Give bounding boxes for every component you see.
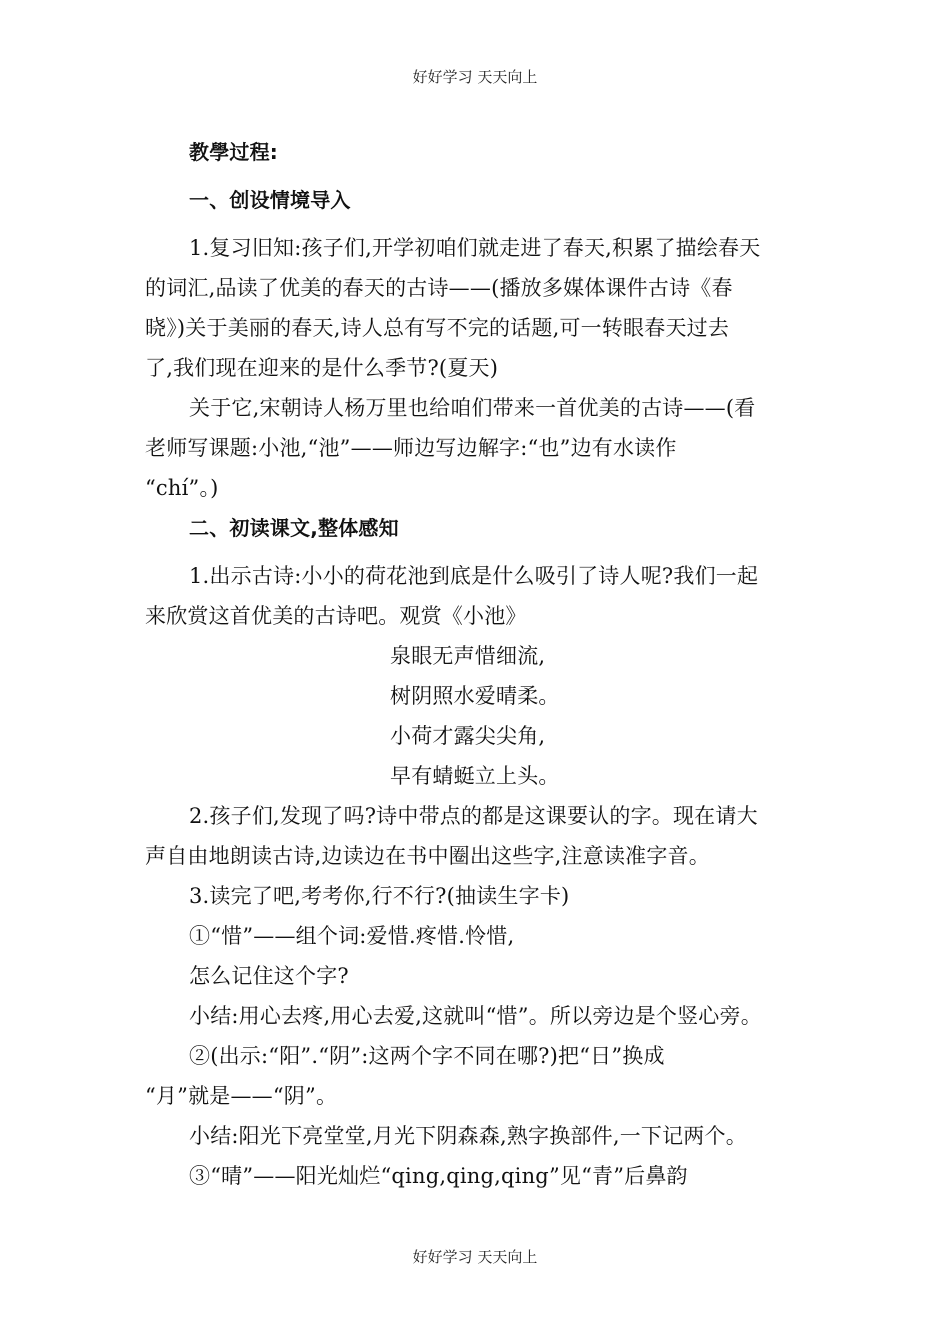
paragraph-line: 1.出示古诗:小小的荷花池到底是什么吸引了诗人呢?我们一起 (189, 564, 759, 588)
poem-line: 泉眼无声惜细流, (390, 644, 546, 668)
poem-line: 树阴照水爱晴柔。 (390, 684, 560, 708)
section-title-teaching-process: 教學过程: (189, 140, 278, 164)
paragraph-line: 声自由地朗读古诗,边读边在书中圈出这些字,注意读准字音。 (145, 844, 710, 868)
paragraph-line: “chí”。) (145, 476, 219, 500)
section-heading-1: 一、创设情境导入 (189, 188, 351, 212)
paragraph-line: “月”就是——“阴”。 (145, 1084, 338, 1108)
paragraph-line: 晓》)关于美丽的春天,诗人总有写不完的话题,可一转眼春天过去 (145, 316, 730, 340)
paragraph-line: ③“晴”——阳光灿烂“qing,qing,qing”见“青”后鼻韵 (189, 1164, 688, 1188)
paragraph-line: 的词汇,品读了优美的春天的古诗——(播放多媒体课件古诗《春 (145, 276, 733, 300)
poem-line: 小荷才露尖尖角, (390, 724, 546, 748)
paragraph-line: 怎么记住这个字? (189, 964, 349, 988)
paragraph-line: 关于它,宋朝诗人杨万里也给咱们带来一首优美的古诗——(看 (189, 396, 756, 420)
paragraph-line: 2.孩子们,发现了吗?诗中带点的都是这课要认的字。现在请大 (189, 804, 758, 828)
document-body (145, 132, 815, 1196)
paragraph-line: 小结:阳光下亮堂堂,月光下阴森森,熟字换部件,一下记两个。 (189, 1124, 747, 1148)
paragraph-line: 1.复习旧知:孩子们,开学初咱们就走进了春天,积累了描绘春天 (189, 236, 761, 260)
page-header: 好好学习 天天向上 (412, 68, 538, 86)
poem-line: 早有蜻蜓立上头。 (390, 764, 560, 788)
paragraph-line: 小结:用心去疼,用心去爱,这就叫“惜”。所以旁边是个竖心旁。 (189, 1004, 762, 1028)
section-heading-2: 二、初读课文,整体感知 (189, 516, 399, 540)
paragraph-line: ①“惜”——组个词:爱惜.疼惜.怜惜, (189, 924, 515, 948)
paragraph-line: 了,我们现在迎来的是什么季节?(夏天) (145, 356, 499, 380)
paragraph-line: 老师写课题:小池,“池”——师边写边解字:“也”边有水读作 (145, 436, 677, 460)
paragraph-line: 3.读完了吧,考考你,行不行?(抽读生字卡) (189, 884, 570, 908)
paragraph-line: ②(出示:“阳”.“阴”:这两个字不同在哪?)把“日”换成 (189, 1044, 665, 1068)
paragraph-line: 来欣赏这首优美的古诗吧。观赏《小池》 (145, 604, 527, 628)
page-footer: 好好学习 天天向上 (412, 1248, 538, 1266)
